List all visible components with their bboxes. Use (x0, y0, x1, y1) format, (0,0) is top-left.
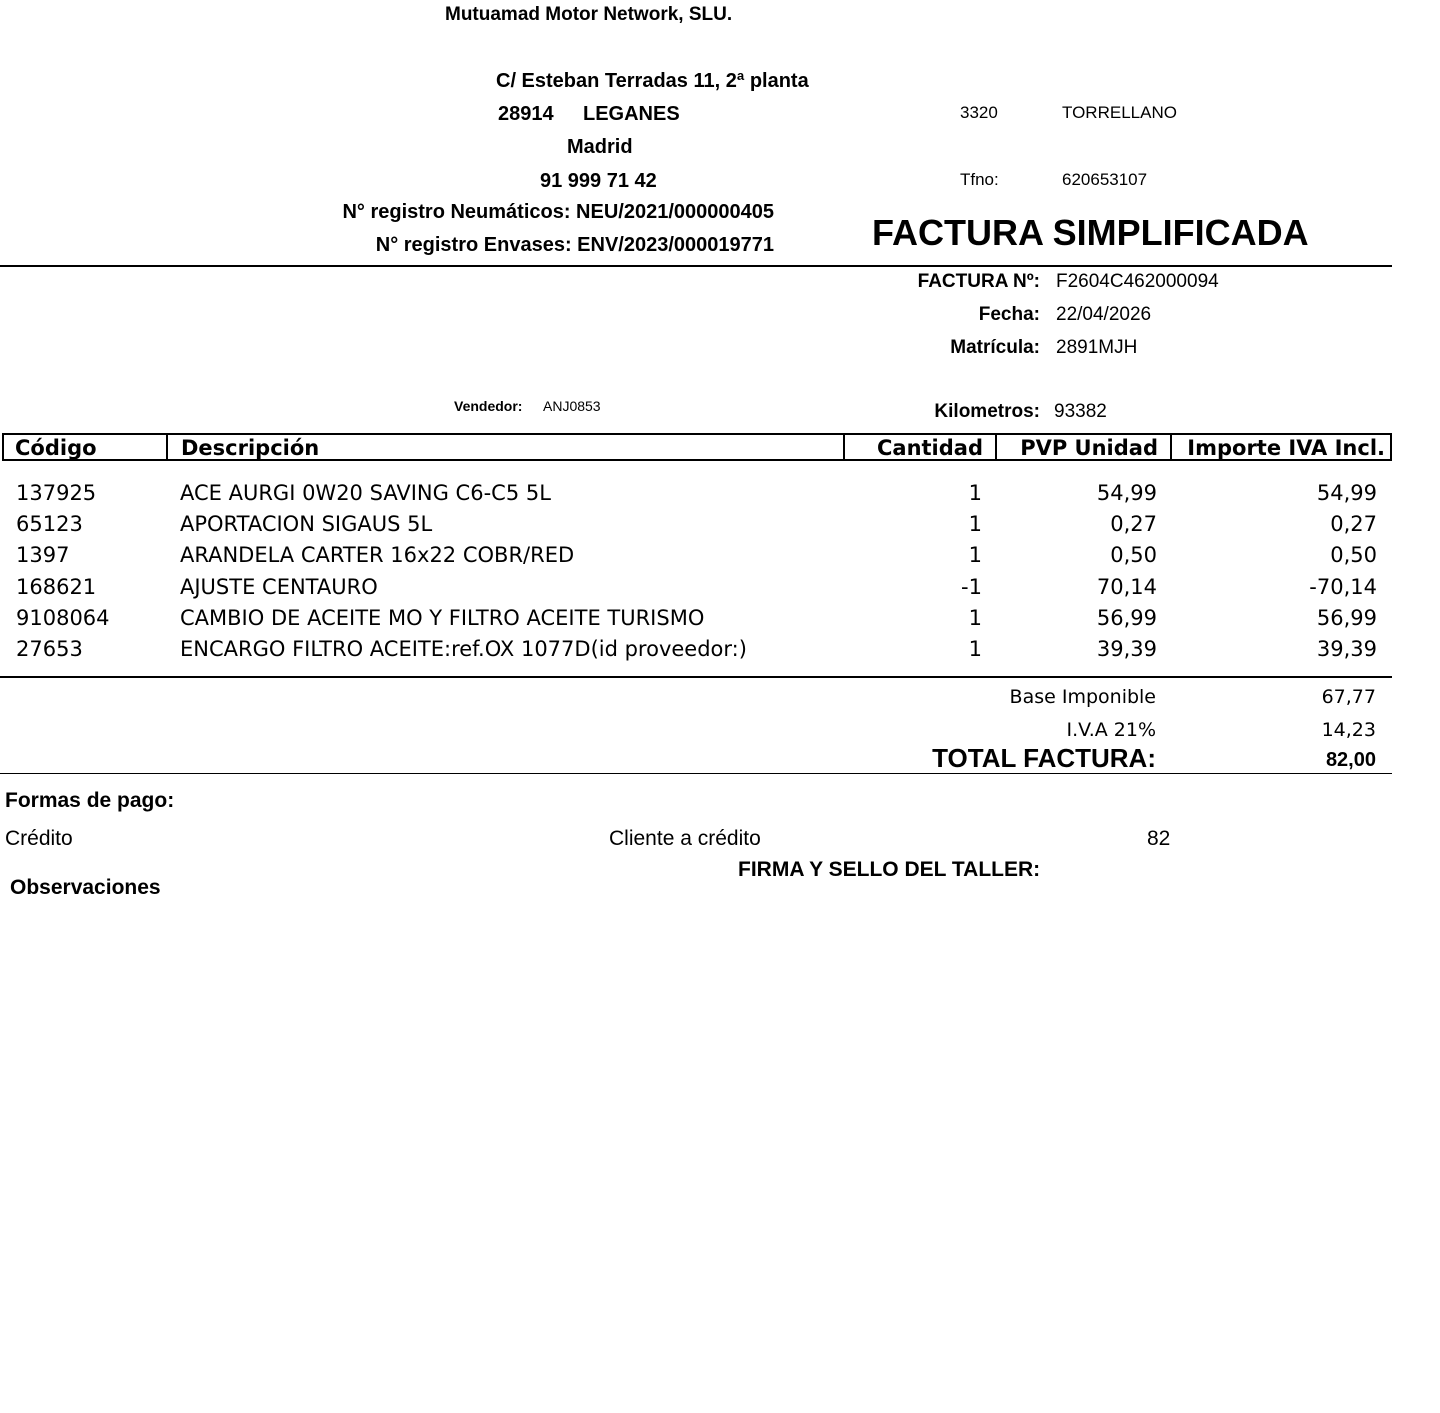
customer-postal-code: 3320 (960, 103, 998, 122)
customer-phone-label: Tfno: (960, 170, 999, 189)
header-divider (0, 265, 1392, 267)
company-phone: 91 999 71 42 (540, 170, 657, 192)
col-qty-header: Cantidad (843, 433, 997, 461)
invoice-date: 22/04/2026 (1056, 304, 1152, 325)
company-name: Mutuamad Motor Network, SLU. (445, 4, 733, 25)
base-value: 67,77 (1321, 686, 1376, 708)
cell-description: AJUSTE CENTAURO (180, 575, 378, 599)
cell-code: 9108064 (16, 606, 110, 630)
cell-qty: 1 (968, 543, 982, 567)
seller-value: ANJ0853 (543, 398, 601, 414)
iva-value: 14,23 (1321, 719, 1376, 741)
col-unit-price-header: PVP Unidad (995, 433, 1172, 461)
cell-amount: 39,39 (1316, 637, 1377, 661)
customer-city: TORRELLANO (1062, 103, 1177, 122)
cell-qty: 1 (968, 606, 982, 630)
signature-label: FIRMA Y SELLO DEL TALLER: (738, 858, 1041, 881)
cell-code: 27653 (16, 637, 83, 661)
cell-qty: 1 (968, 637, 982, 661)
cell-unit-price: 0,27 (1110, 512, 1157, 536)
cell-code: 137925 (16, 481, 97, 505)
cell-unit-price: 0,50 (1110, 543, 1157, 567)
total-label: TOTAL FACTURA: (932, 743, 1156, 773)
iva-label: I.V.A 21% (1066, 719, 1156, 741)
cell-description: ACE AURGI 0W20 SAVING C6-C5 5L (180, 481, 551, 505)
col-amount-header: Importe IVA Incl. (1170, 433, 1392, 461)
km-value: 93382 (1054, 401, 1107, 422)
company-postal-code: 28914 (498, 103, 554, 125)
payment-title: Formas de pago: (5, 789, 175, 812)
invoice-title: FACTURA SIMPLIFICADA (872, 212, 1309, 253)
cell-unit-price: 54,99 (1096, 481, 1157, 505)
payment-amount: 82 (1147, 827, 1171, 850)
invoice-plate: 2891MJH (1056, 337, 1138, 358)
cell-description: CAMBIO DE ACEITE MO Y FILTRO ACEITE TURISMO (180, 606, 705, 630)
cell-amount: 0,50 (1330, 543, 1377, 567)
cell-qty: 1 (968, 481, 982, 505)
cell-unit-price: 70,14 (1096, 575, 1157, 599)
totals-divider (0, 773, 1392, 774)
cell-description: ENCARGO FILTRO ACEITE:ref.OX 1077D(id proveedor:) (180, 637, 747, 661)
company-province: Madrid (567, 136, 633, 158)
company-city: LEGANES (583, 103, 680, 125)
cell-amount: 56,99 (1316, 606, 1377, 630)
cell-unit-price: 56,99 (1096, 606, 1157, 630)
invoice-plate-label: Matrícula: (950, 337, 1040, 358)
cell-amount: 54,99 (1316, 481, 1377, 505)
reg-neumaticos: N° registro Neumáticos: NEU/2021/000000405 (342, 201, 774, 223)
km-label: Kilometros: (934, 401, 1040, 422)
col-description-header: Descripción (166, 433, 845, 461)
reg-envases: N° registro Envases: ENV/2023/000019771 (375, 234, 774, 256)
cell-amount: 0,27 (1330, 512, 1377, 536)
cell-code: 65123 (16, 512, 83, 536)
invoice-number-label: FACTURA Nº: (917, 271, 1040, 292)
base-label: Base Imponible (1009, 686, 1156, 708)
cell-code: 1397 (16, 543, 70, 567)
cell-description: APORTACION SIGAUS 5L (180, 512, 433, 536)
cell-qty: -1 (961, 575, 982, 599)
payment-description: Cliente a crédito (609, 827, 761, 850)
customer-phone: 620653107 (1062, 170, 1148, 189)
cell-qty: 1 (968, 512, 982, 536)
company-address: C/ Esteban Terradas 11, 2ª planta (496, 70, 809, 92)
table-bottom-divider (0, 676, 1392, 678)
cell-description: ARANDELA CARTER 16x22 COBR/RED (180, 543, 575, 567)
invoice-date-label: Fecha: (978, 304, 1040, 325)
cell-code: 168621 (16, 575, 97, 599)
observations-label: Observaciones (10, 876, 161, 899)
cell-unit-price: 39,39 (1096, 637, 1157, 661)
payment-method: Crédito (5, 827, 73, 850)
invoice-number: F2604C462000094 (1056, 271, 1219, 292)
seller-label: Vendedor: (454, 398, 523, 414)
cell-amount: -70,14 (1309, 575, 1377, 599)
total-value: 82,00 (1325, 749, 1376, 771)
col-code-header: Código (2, 433, 168, 461)
